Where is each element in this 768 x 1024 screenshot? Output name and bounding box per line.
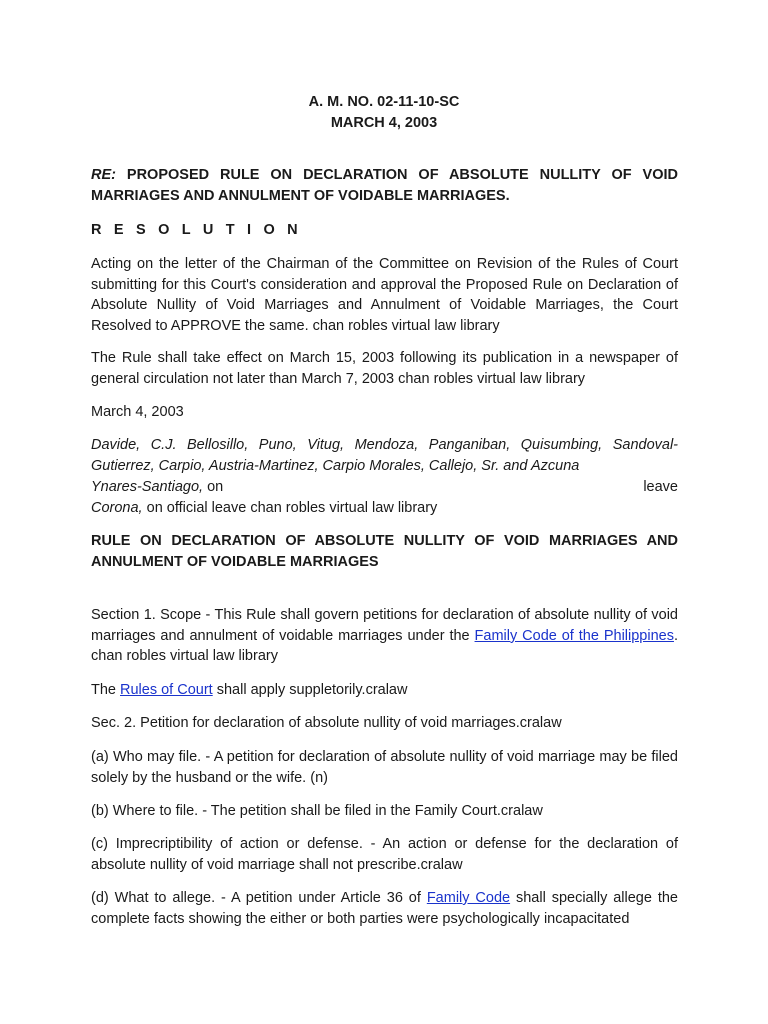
leave-line	[91, 477, 678, 498]
rule-heading: RULE ON DECLARATION OF ABSOLUTE NULLITY OF VOID MARRIAGES AND ANNULMENT OF VOIDABLE MARRIAGES	[91, 533, 678, 570]
family-code-link[interactable]: Family Code	[426, 890, 511, 906]
paragraph-approval: Acting on the letter of the Chairman of the Committee on Revision of the Rules of Court submitting for this Court's consideration and approval the Proposed Rule on Declaration of Absolute Nullity of Void Marriages and Annulment of Voidable Marriages, the Court Resolved to APPROVE the same. chan robles virtual law library	[91, 256, 678, 335]
family-code-philippines-link[interactable]: Family Code of the Philippines	[474, 627, 674, 644]
re-title	[91, 165, 678, 206]
rules-pre: The	[91, 682, 121, 698]
rules-post: shall apply suppletorily.cralaw	[212, 682, 408, 698]
rules-of-court-link[interactable]: Rules of Court	[120, 682, 213, 698]
leave-word: leave	[643, 479, 678, 495]
resolution-date: March 4, 2003	[91, 404, 184, 420]
resolution-heading: R E S O L U T I O N	[91, 222, 302, 238]
leave-on: on	[207, 479, 224, 495]
section-1-post: . chan robles virtual law library	[91, 627, 678, 665]
section-2-b: (b) Where to file. - The petition shall be filed in the Family Court.cralaw	[91, 803, 543, 819]
justice-corona: Corona,	[91, 500, 143, 516]
section-2-d-post: shall specially allege the complete facts showing the either or both parties were psychologically incapacitated	[91, 890, 678, 927]
section-2-d-pre: (d) What to allege. - A petition under Article 36 of	[91, 890, 427, 906]
rules-of-court-paragraph	[91, 680, 678, 701]
section-2-d	[91, 888, 678, 929]
paragraph-effectivity: The Rule shall take effect on March 15, 2003 following its publication in a newspaper of general circulation not later than March 7, 2003 chan robles virtual law library	[91, 350, 678, 387]
section-1	[91, 605, 678, 667]
section-1-text: Section 1. Scope - This Rule shall govern petitions for declaration of absolute nullity of void marriages and annulment of voidable marriages under the	[91, 607, 678, 644]
section-2: Sec. 2. Petition for declaration of absolute nullity of void marriages.cralaw	[91, 715, 562, 731]
corona-rest: on official leave chan robles virtual law library	[146, 500, 438, 516]
doc-date: MARCH 4, 2003	[330, 115, 438, 131]
section-2-c: (c) Imprecriptibility of action or defense. - An action or defense for the declaration of absolute nullity of void marriage shall not prescribe.cralaw	[91, 836, 678, 873]
re-title-text: PROPOSED RULE ON DECLARATION OF ABSOLUTE NULLITY OF VOID MARRIAGES AND ANNULMENT OF VOIDABLE MARRIAGES.	[91, 167, 678, 204]
doc-number: A. M. NO. 02-11-10-SC	[308, 94, 460, 110]
justices-list: Davide, C.J. Bellosillo, Puno, Vitug, Mendoza, Panganiban, Quisumbing, Sandoval-Gutierrez, Carpio, Austria-Martinez, Carpio Morales, Callejo, Sr. and Azcuna	[91, 437, 678, 474]
section-2-a: (a) Who may file. - A petition for declaration of absolute nullity of void marriage may be filed solely by the husband or the wife. (n)	[91, 749, 678, 786]
justice-ynares: Ynares-Santiago,	[91, 479, 204, 495]
corona-line	[91, 498, 678, 519]
re-prefix: RE:	[91, 167, 116, 183]
